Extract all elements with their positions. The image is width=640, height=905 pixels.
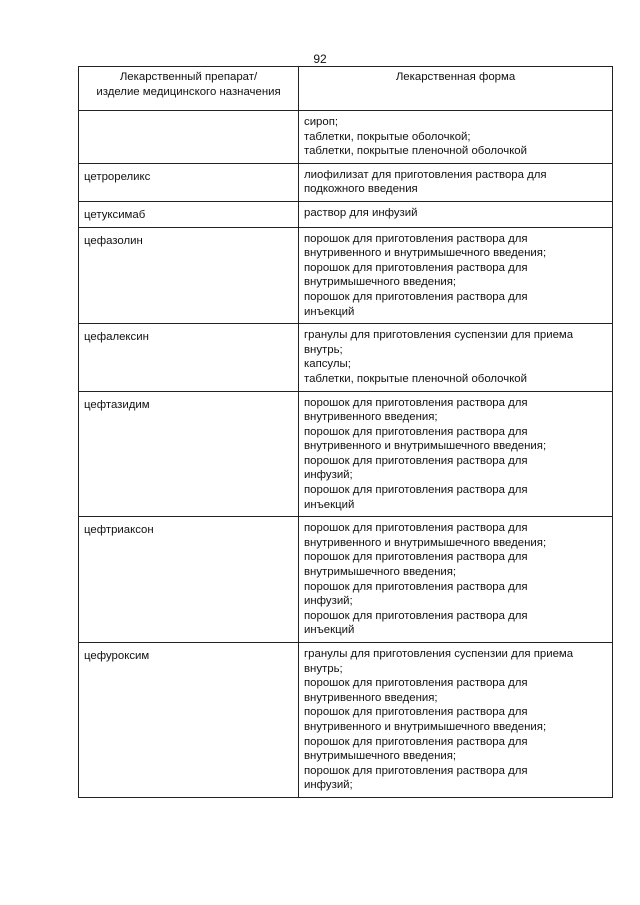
dosage-form-cell: [299, 517, 613, 643]
dosage-form-line: порошок для приготовления раствора для: [304, 764, 528, 777]
dosage-form-line: порошок для приготовления раствора для: [304, 677, 528, 690]
dosage-form-line: таблетки, покрытые пленочной оболочкой: [304, 145, 528, 158]
dosage-form-line: внутрь;: [304, 662, 343, 675]
header-drug-line-2: изделие медицинского назначения: [96, 85, 281, 98]
drug-name-cell: [79, 201, 299, 227]
dosage-form-cell: [299, 163, 613, 201]
dosage-form-line: гранулы для приготовления суспензии для приема: [304, 648, 574, 660]
drug-table: [78, 66, 613, 798]
dosage-form-line: инъекций: [304, 305, 355, 318]
dosage-form-line: раствор для инфузий: [304, 206, 418, 219]
dosage-form-line: инфузий;: [304, 779, 353, 792]
dosage-form-line: внутривенного введения;: [304, 411, 438, 424]
dosage-form-line: порошок для приготовления раствора для: [304, 290, 528, 303]
drug-name-cell: [79, 517, 299, 643]
dosage-form-line: порошок для приготовления раствора для: [304, 454, 528, 467]
table-row: [79, 643, 613, 798]
table-row: [79, 391, 613, 517]
dosage-form-line: внутривенного и внутримышечного введения;: [304, 440, 547, 453]
dosage-form-line: подкожного введения: [304, 183, 418, 196]
dosage-form-line: гранулы для приготовления суспензии для приема: [304, 329, 574, 342]
drug-name: цефазолин: [84, 234, 143, 247]
drug-name: цетрореликс: [84, 170, 151, 183]
drug-name: цефалексин: [84, 331, 149, 344]
dosage-form-line: внутрь;: [304, 343, 343, 356]
dosage-form-line: внутримышечного введения;: [304, 276, 457, 289]
dosage-form-line: инъекций: [304, 624, 355, 637]
table-header: [79, 67, 613, 111]
dosage-form-line: инъекций: [304, 498, 355, 511]
drug-name-cell: [79, 163, 299, 201]
table-row: [79, 163, 613, 201]
dosage-form-line: порошок для приготовления раствора для: [304, 706, 528, 719]
table-row: [79, 201, 613, 227]
dosage-form-line: порошок для приготовления раствора для: [304, 261, 528, 274]
table-row: [79, 227, 613, 324]
dosage-form-line: порошок для приготовления раствора для: [304, 484, 528, 497]
dosage-form-line: внутримышечного введения;: [304, 750, 457, 763]
dosage-form-cell: [299, 201, 613, 227]
dosage-form-cell: [299, 111, 613, 164]
dosage-form-line: порошок для приготовления раствора для: [304, 609, 528, 622]
header-drug-column: [79, 67, 299, 111]
dosage-form-cell: [299, 227, 613, 324]
dosage-form-line: порошок для приготовления раствора для: [304, 425, 528, 438]
drug-name: цефуроксим: [84, 650, 150, 662]
table-body: [79, 111, 613, 798]
drug-name: цетуксимаб: [84, 208, 146, 221]
dosage-form-line: внутривенного и внутримышечного введения;: [304, 720, 547, 733]
dosage-form-line: инфузий;: [304, 469, 353, 482]
dosage-form-line: внутримышечного введения;: [304, 566, 457, 579]
table-row: [79, 324, 613, 391]
dosage-form-cell: [299, 324, 613, 391]
drug-name-cell: [79, 324, 299, 391]
dosage-form-cell: [299, 391, 613, 517]
drug-name: цефтазидим: [84, 398, 150, 411]
dosage-form-line: внутривенного и внутримышечного введения;: [304, 536, 547, 549]
dosage-form-line: сироп;: [304, 116, 339, 128]
drug-name-cell: [79, 111, 299, 164]
dosage-form-line: порошок для приготовления раствора для: [304, 735, 528, 748]
dosage-form-line: инфузий;: [304, 595, 353, 608]
dosage-form-line: порошок для приготовления раствора для: [304, 551, 528, 564]
dosage-form-line: таблетки, покрытые оболочкой;: [304, 130, 471, 143]
dosage-form-line: порошок для приготовления раствора для: [304, 522, 528, 535]
header-drug-line-1: Лекарственный препарат/: [119, 71, 258, 83]
table-row: [79, 111, 613, 164]
drug-name-cell: [79, 227, 299, 324]
dosage-form-line: лиофилизат для приготовления раствора для: [304, 168, 547, 181]
drug-name: цефтриаксон: [84, 524, 154, 537]
dosage-form-line: капсулы;: [304, 358, 351, 371]
dosage-form-cell: [299, 643, 613, 798]
dosage-form-line: порошок для приготовления раствора для: [304, 396, 528, 409]
header-form-label: Лекарственная форма: [395, 71, 516, 83]
drug-name-cell: [79, 643, 299, 798]
dosage-form-line: внутривенного введения;: [304, 691, 438, 704]
dosage-form-line: порошок для приготовления раствора для: [304, 580, 528, 593]
header-row: [79, 67, 613, 111]
page-number: 92: [313, 52, 327, 66]
drug-name-cell: [79, 391, 299, 517]
dosage-form-line: таблетки, покрытые пленочной оболочкой: [304, 372, 528, 385]
header-form-column: [299, 67, 613, 111]
dosage-form-line: внутривенного и внутримышечного введения;: [304, 247, 547, 260]
dosage-form-line: порошок для приготовления раствора для: [304, 232, 528, 245]
table-row: [79, 517, 613, 643]
